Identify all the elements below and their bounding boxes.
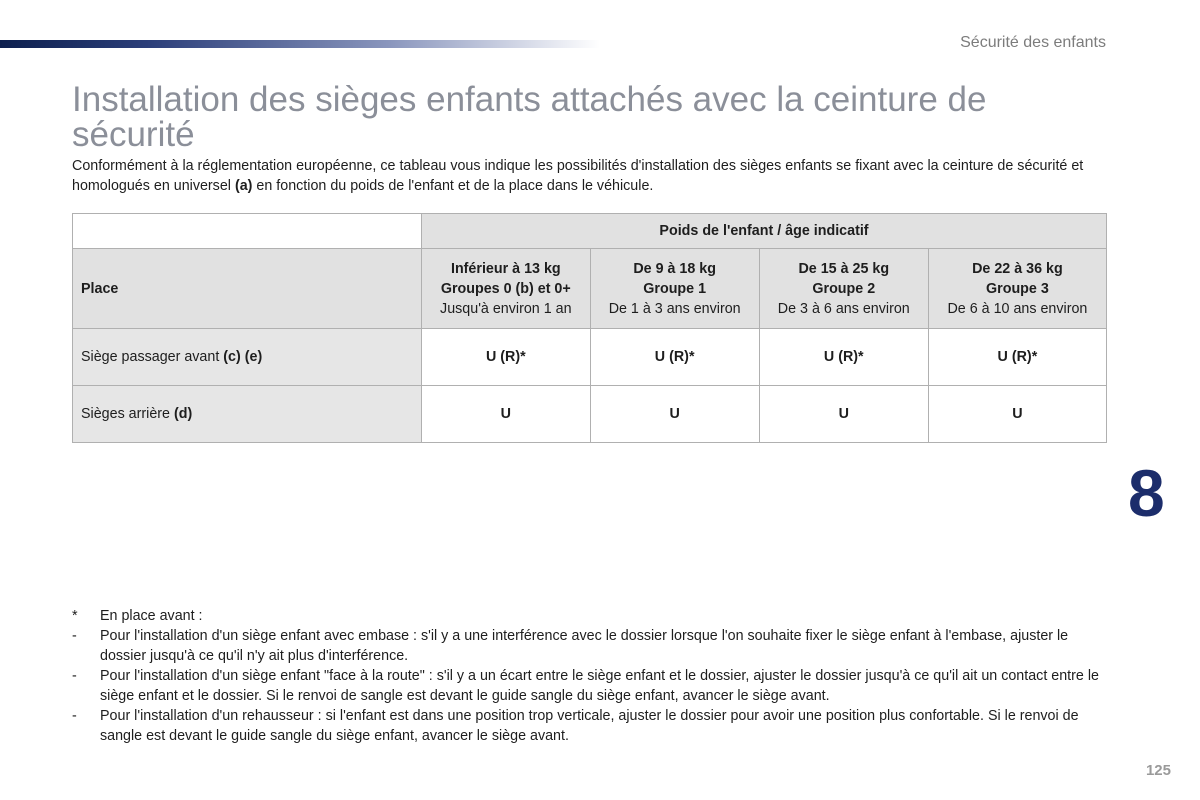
column-weight: De 15 à 25 kg bbox=[798, 260, 890, 277]
table-cell: U (R)* bbox=[422, 329, 591, 386]
column-weight: Inférieur à 13 kg bbox=[450, 260, 561, 277]
table-cell: U bbox=[590, 386, 759, 443]
note-text: En place avant : bbox=[100, 608, 203, 624]
table-cell: U (R)* bbox=[590, 329, 759, 386]
page-title: Installation des sièges enfants attachés avec la ceinture de sécurité bbox=[72, 80, 987, 154]
table-row bbox=[73, 329, 1107, 386]
table-cell: U (R)* bbox=[928, 329, 1106, 386]
list-item bbox=[72, 626, 1112, 666]
column-age: De 3 à 6 ans environ bbox=[777, 300, 910, 317]
footnotes bbox=[72, 606, 1112, 746]
intro-ref-a: (a) bbox=[234, 178, 253, 194]
table-cell: U bbox=[422, 386, 591, 443]
section-title: Sécurité des enfants bbox=[960, 34, 1106, 51]
column-weight: De 22 à 36 kg bbox=[972, 260, 1063, 277]
page-number: 125 bbox=[1145, 762, 1171, 779]
row-place-front-passenger bbox=[73, 329, 422, 386]
place-refs: (d) bbox=[173, 406, 193, 422]
intro-paragraph bbox=[72, 156, 1112, 196]
note-text: Pour l'installation d'un siège enfant avec embase : s'il y a une interférence avec le dossier lorsque l'on souhaite fixer le siège enfant à l'embase, ajuster le dossier jusqu'à ce qu'il n'y ait plus d'interférence. bbox=[100, 628, 1069, 664]
table-group-header-row bbox=[73, 214, 1107, 249]
place-column-header: Place bbox=[73, 249, 422, 329]
intro-text-2: en fonction du poids de l'enfant et de la place dans le véhicule. bbox=[252, 178, 654, 194]
column-header-group-0 bbox=[422, 249, 591, 329]
table-row bbox=[73, 386, 1107, 443]
note-text: Pour l'installation d'un siège enfant "face à la route" : s'il y a un écart entre le siège enfant et le dossier, ajuster le dossier jusqu'à ce qu'il ait un contact entre le siège enfant et le dossier. Si le renvoi de sangle est devant le guide sangle du siège enfant, avancer le siège avant. bbox=[100, 668, 1099, 704]
row-place-rear-seats bbox=[73, 386, 422, 443]
column-group: Groupe 3 bbox=[986, 280, 1049, 297]
column-header-group-2 bbox=[759, 249, 928, 329]
column-header-group-3 bbox=[928, 249, 1106, 329]
place-label: Sièges arrière bbox=[81, 406, 174, 422]
note-marker: - bbox=[72, 708, 77, 724]
note-marker: - bbox=[72, 668, 77, 684]
table-cell: U (R)* bbox=[759, 329, 928, 386]
list-item bbox=[72, 606, 1112, 626]
note-marker: - bbox=[72, 628, 77, 644]
column-age: De 1 à 3 ans environ bbox=[608, 300, 741, 317]
column-group: Groupe 2 bbox=[812, 280, 876, 297]
intro-text-1: Conformément à la réglementation européenne, ce tableau vous indique les possibilités d'installation des sièges enfants se fixant avec la ceinture de sécurité et homologués en universel bbox=[72, 158, 1084, 194]
column-weight: De 9 à 18 kg bbox=[633, 260, 716, 277]
table-cell: U bbox=[928, 386, 1106, 443]
place-refs: (c) (e) bbox=[223, 349, 263, 365]
column-age: De 6 à 10 ans environ bbox=[947, 300, 1088, 317]
weight-age-group-header: Poids de l'enfant / âge indicatif bbox=[422, 214, 1107, 249]
table-header-row bbox=[73, 249, 1107, 329]
note-text: Pour l'installation d'un rehausseur : si l'enfant est dans une position trop verticale, ajuster le dossier pour avoir une position plus confortable. Si le renvoi de sangle est devant le guide sangle du siège enfant, avancer le siège avant. bbox=[100, 708, 1079, 744]
list-item bbox=[72, 666, 1112, 706]
column-group: Groupe 1 bbox=[643, 280, 707, 297]
list-item bbox=[72, 706, 1112, 746]
note-marker: * bbox=[72, 608, 78, 624]
column-age: Jusqu'à environ 1 an bbox=[440, 300, 572, 317]
table-cell: U bbox=[759, 386, 928, 443]
place-label: Siège passager avant bbox=[81, 349, 224, 365]
chapter-number: 8 bbox=[1128, 456, 1165, 530]
header-accent-bar bbox=[0, 40, 600, 48]
column-header-group-1 bbox=[590, 249, 759, 329]
column-group: Groupes 0 (b) et 0+ bbox=[440, 280, 571, 297]
child-seat-compatibility-table bbox=[72, 213, 1107, 443]
